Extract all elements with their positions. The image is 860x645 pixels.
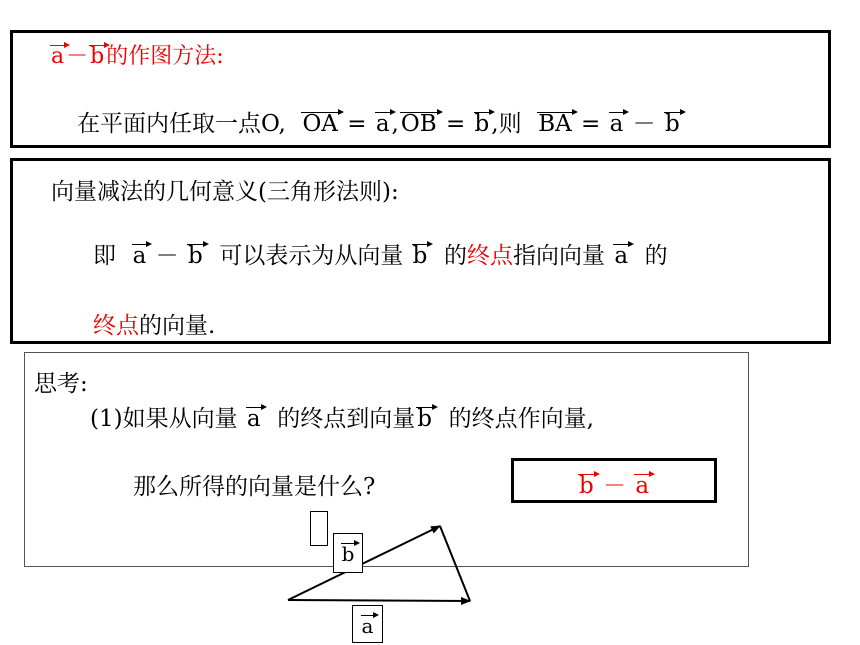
particle-text: 的	[444, 243, 467, 269]
vector-a: a	[609, 111, 624, 137]
panel3-title: 思考:	[34, 371, 88, 397]
statement-prefix: 在平面内任取一点O,	[77, 111, 286, 137]
panel2-title: 向量减法的几何意义(三角形法则):	[51, 179, 399, 205]
minus-sign: －	[632, 111, 656, 137]
vector-b: b	[90, 44, 105, 69]
line2-text: 的向量.	[139, 313, 216, 339]
vector-b: b	[664, 111, 680, 137]
vector-oa: OA	[302, 111, 338, 137]
vector-b: b	[187, 243, 203, 269]
endpoint-highlight: 终点	[467, 243, 513, 269]
vector-a: a	[246, 406, 261, 432]
mid-text-2: 指向向量	[513, 243, 605, 269]
vector-b: b	[412, 243, 428, 269]
panel3-question-line2: 那么所得的向量是什么?	[133, 474, 376, 500]
question-end: 的终点作向量,	[448, 406, 594, 432]
equals-sign: =	[445, 111, 466, 137]
vector-a: a	[614, 243, 629, 269]
minus-sign: －	[66, 44, 89, 69]
mid-text: 可以表示为从向量	[219, 243, 404, 269]
minus-sign: －	[155, 243, 179, 269]
question-mid: 的终点到向量	[277, 406, 416, 432]
vector-b: b	[341, 542, 355, 566]
vector-a: a	[132, 243, 147, 269]
vector-a-line	[288, 600, 470, 601]
equals-sign: =	[581, 111, 601, 137]
label-a	[352, 605, 383, 643]
label-b	[333, 533, 363, 573]
vector-b: b	[417, 406, 432, 432]
question-prefix: (1)如果从向量	[90, 406, 238, 432]
vector-a: a	[361, 614, 374, 638]
particle-text: 的	[644, 243, 668, 269]
equals-sign: =	[347, 111, 367, 137]
endpoint-highlight: 终点	[93, 313, 139, 339]
vector-a: a	[375, 111, 390, 137]
vector-b-to-a-line	[440, 526, 470, 601]
prefix-text: 即	[93, 243, 116, 269]
vector-b: b	[474, 111, 490, 137]
comma: ,	[391, 111, 399, 137]
panel1-title-text: 的作图方法:	[106, 44, 224, 69]
vector-ob: OB	[400, 111, 437, 137]
vector-a: a	[51, 44, 65, 69]
then-text: ,则	[491, 111, 522, 137]
vector-ba: BA	[538, 111, 572, 137]
minus-sign: －	[603, 473, 626, 499]
vector-b-line	[288, 526, 440, 600]
vector-b: b	[578, 473, 594, 499]
vector-a: a	[635, 473, 650, 499]
